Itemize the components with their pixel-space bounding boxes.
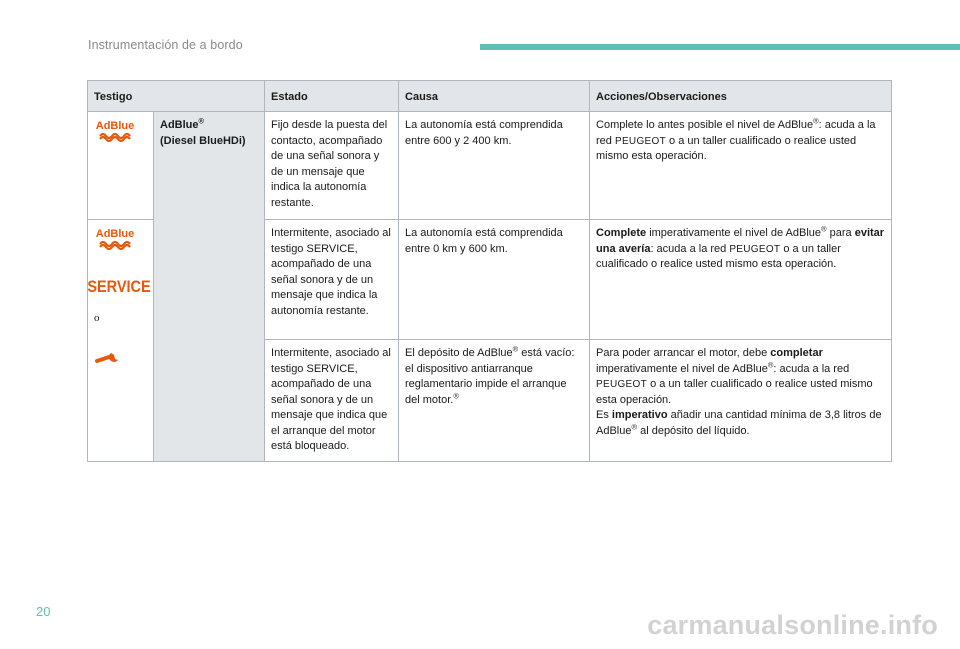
diesel-bluehdi-label: (Diesel BlueHDi)	[160, 134, 246, 147]
text-fragment: El depósito de AdBlue	[405, 347, 513, 359]
page-number: 20	[36, 604, 51, 619]
adblue-warning-icon	[94, 118, 136, 144]
brand-name: PEUGEOT	[729, 243, 781, 255]
causa-cell: La autonomía está comprendida entre 600 y 2 400 km.	[399, 112, 590, 220]
bold-fragment: Complete	[596, 227, 647, 239]
registered-mark: ®	[821, 224, 827, 234]
service-warning-icon	[87, 276, 151, 296]
registered-mark: ®	[453, 390, 459, 400]
or-separator: o	[94, 312, 100, 324]
table-header-row	[88, 81, 892, 112]
svg-text:SERVICE: SERVICE	[87, 277, 151, 296]
text-fragment: para	[826, 227, 855, 239]
registered-mark: ®	[767, 359, 774, 369]
registered-mark: ®	[512, 344, 519, 354]
text-fragment: añadir una cantidad mínima de 3,8 litros de AdBlue	[596, 409, 882, 437]
text-fragment: o a un taller cualificado o realice usted mismo esta operación.	[596, 242, 841, 270]
text-fragment: imperativamente el nivel de AdBlue	[646, 227, 822, 239]
icon-cell	[88, 112, 154, 220]
section-title: Instrumentación de a bordo	[88, 38, 243, 52]
text-fragment: : acuda a la red	[596, 119, 876, 147]
estado-cell: Intermitente, asociado al testigo SERVICE, acompañado de una señal sonora y de un mensaje que indica que el arranque del motor está bloqueado.	[265, 340, 399, 462]
svg-text:AdBlue: AdBlue	[95, 120, 135, 132]
warning-lights-table	[87, 80, 892, 462]
bold-fragment: completar	[770, 347, 823, 359]
text-fragment: está vacío: el dispositivo antiarranque reglamentario impide el arranque del motor.	[405, 347, 575, 406]
header-causa: Causa	[399, 81, 590, 112]
causa-cell: La autonomía está comprendida entre 0 km y 600 km.	[399, 220, 590, 340]
wrench-icon	[94, 349, 122, 365]
header-accent-bar	[480, 44, 960, 50]
text-fragment: o a un taller cualificado o realice usted mismo esta operación.	[596, 378, 873, 406]
svg-text:AdBlue: AdBlue	[95, 228, 135, 240]
registered-mark: ®	[198, 116, 205, 126]
text-fragment: Complete lo antes posible el nivel de AdBlue	[596, 119, 814, 131]
acciones-cell	[590, 340, 892, 462]
header-acciones: Acciones/Observaciones	[590, 81, 892, 112]
adblue-label: AdBlue	[160, 119, 199, 131]
estado-cell: Fijo desde la puesta del contacto, acompañado de una señal sonora y de un mensaje que indica la autonomía restante.	[265, 112, 399, 220]
bold-fragment: evitar una avería	[596, 227, 885, 255]
watermark: carmanualsonline.info	[647, 610, 938, 640]
brand-name: PEUGEOT	[596, 379, 648, 390]
acciones-cell	[590, 220, 892, 340]
text-fragment: : acuda a la red	[650, 242, 730, 255]
text-fragment: imperativamente el nivel de AdBlue	[596, 362, 768, 375]
registered-mark: ®	[813, 116, 819, 126]
acciones-cell	[590, 112, 892, 220]
header-testigo: Testigo	[88, 81, 265, 112]
bold-fragment: imperativo	[611, 409, 668, 421]
text-fragment: Para poder arrancar el motor, debe	[596, 347, 771, 359]
brand-name: PEUGEOT	[614, 135, 666, 147]
causa-cell	[399, 340, 590, 462]
text-fragment: al depósito del líquido.	[637, 424, 750, 437]
estado-cell: Intermitente, asociado al testigo SERVICE, acompañado de una señal sonora y de un mensaje que indica la autonomía restante.	[265, 220, 399, 340]
registered-mark: ®	[631, 421, 638, 431]
icon-cell	[88, 220, 154, 462]
text-fragment: o a un taller cualificado o realice usted mismo esta operación.	[596, 134, 857, 162]
adblue-label-cell	[154, 112, 265, 462]
adblue-warning-icon	[94, 226, 136, 252]
table-row	[88, 112, 892, 220]
header-estado: Estado	[265, 81, 399, 112]
text-fragment: : acuda a la red	[773, 362, 850, 375]
text-fragment: Es	[596, 409, 612, 421]
